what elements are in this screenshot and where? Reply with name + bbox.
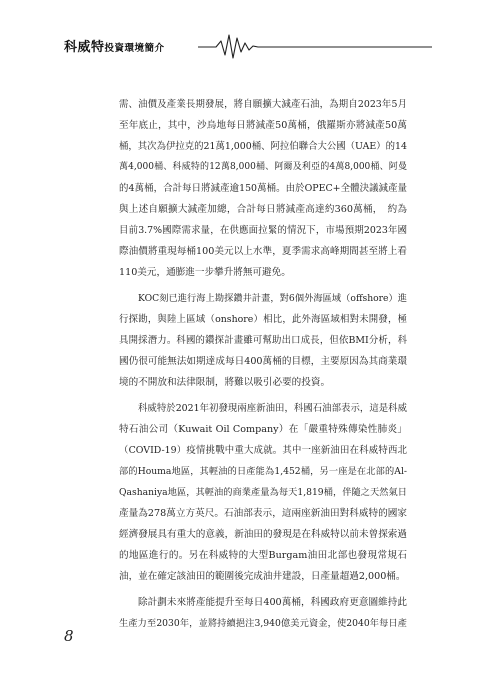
header-zigzag-wave (198, 35, 432, 58)
paragraph-3 (119, 398, 407, 587)
paragraph-2 (119, 288, 407, 393)
page-header (0, 0, 480, 70)
text-line: （COVID-19）疫情挑戰中重大成就。其中一座新油田在科威特西北 (119, 445, 407, 456)
text-line: 際油價將重現每桶100美元以上水準，夏季需求高峰期間甚至將上看 (119, 246, 407, 257)
text-line: Qashaniya地區，其輕油的商業產量為每天1,819桶，伴隨之天然氣日 (119, 487, 407, 498)
text-line: 油，並在確定該油田的範圍後完成油井建設，日產量超過2,000桶。 (119, 571, 406, 582)
text-line: 需、油價及產業長期發展，將自願擴大減產石油，為期自2023年5月 (119, 99, 407, 110)
text-line: 除計劃未來將產能提升至每日400萬桶，科國政府更意圖維持此 (138, 597, 407, 608)
text-line: 與上述自願擴大減產加總，合計每日將減產高達約360萬桶， 約為 (119, 204, 407, 215)
header-title-sub: 投資環境簡介 (104, 43, 165, 54)
paragraph-1 (119, 94, 407, 283)
paragraph-4 (119, 592, 407, 634)
text-line: 部的Houma地區，其輕油的日產能為1,452桶，另一座是在北部的Al- (119, 466, 407, 477)
text-line: 產量為278萬立方英尺。石油部表示，這兩座新油田對科威特的國家 (119, 508, 407, 519)
header-title-main: 科威特 (64, 40, 105, 55)
text-line: 生產力至2030年，並將持續挹注3,940億美元資金，使2040年每日產 (119, 618, 407, 629)
text-line: 目前3.7%國際需求量，在供應面拉緊的情況下，市場預期2023年國 (119, 225, 407, 236)
text-line: 的4萬桶，合計每日將減產逾150萬桶。由於OPEC+全體決議減產量 (119, 183, 407, 194)
text-line: KOC刻已進行海上勘探鑽井計畫，對6個外海區域（offshore）進 (138, 293, 407, 304)
text-line: 的地區進行的。另在科威特的大型Burgam油田北部也發現常規石 (119, 550, 407, 561)
header-title (64, 36, 165, 55)
header-decorative-line (0, 0, 480, 70)
text-line: 特石油公司（Kuwait Oil Company）在「嚴重特殊傳染性肺炎」 (119, 424, 407, 435)
text-line: 桶，其次為伊拉克的21萬1,000桶、阿拉伯聯合大公國（UAE）的14 (119, 141, 407, 152)
text-line: 行探勘，與陸上區域（onshore）相比，此外海區域相對未開發，極 (119, 314, 407, 325)
text-line: 萬4,000桶、科威特的12萬8,000桶、阿爾及利亞的4萬8,000桶、阿曼 (119, 162, 407, 172)
text-line: 至年底止，其中，沙烏地每日將減產50萬桶，俄羅斯亦將減產50萬 (119, 120, 407, 131)
text-line: 經濟發展具有重大的意義，新油田的發現是在科威特以前未曾探索過 (119, 529, 407, 540)
text-line: 國仍很可能無法如期達成每日400萬桶的目標，主要原因為其商業環 (119, 356, 407, 367)
page-number: 8 (64, 627, 74, 645)
text-line: 科威特於2021年初發現兩座新油田，科國石油部表示，這是科威 (138, 403, 407, 414)
text-line: 具開採潛力。科國的鑽探計畫雖可幫助出口成長，但依BMI分析，科 (119, 335, 407, 346)
body-text (119, 94, 407, 634)
text-line: 境的不開放和法律限制，將難以吸引必要的投資。 (119, 377, 331, 388)
text-line: 110美元，通膨進一步攀升將無可避免。 (119, 267, 291, 278)
